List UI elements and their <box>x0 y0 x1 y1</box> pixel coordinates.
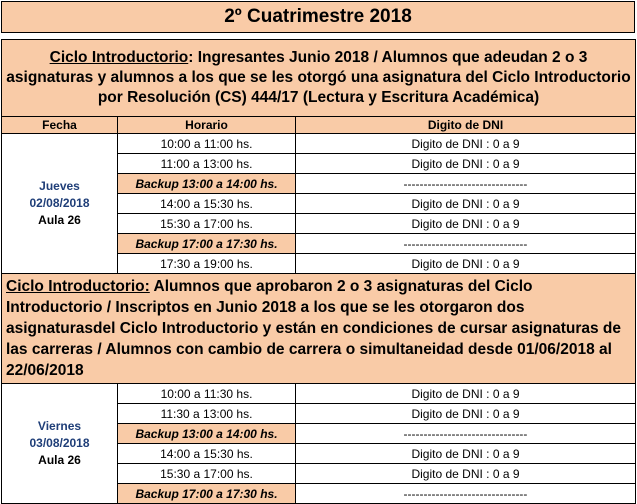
backup-horario-cell: Backup 13:00 a 14:00 hs. <box>118 174 296 194</box>
horario-cell: 10:00 a 11:30 hs. <box>118 384 296 404</box>
horario-cell: 15:30 a 17:00 hs. <box>118 464 296 484</box>
table-row <box>2 384 636 404</box>
dni-cell: Digito de DNI : 0 a 9 <box>296 444 636 464</box>
day-date: 02/08/2018 <box>29 196 90 210</box>
dni-cell: Digito de DNI : 0 a 9 <box>296 464 636 484</box>
section2-header <box>2 274 636 384</box>
day-aula: Aula 26 <box>38 453 81 467</box>
dni-cell: ------------------------------- <box>296 424 636 444</box>
day-name: Viernes <box>37 419 82 433</box>
day-name: Jueves <box>39 179 80 193</box>
horario-cell: 11:30 a 13:00 hs. <box>118 404 296 424</box>
section1-text: : Ingresantes Junio 2018 / Alumnos que adeudan 2 o 3 asignaturas y alumnos a los que se les otorgó una asignatura del Ciclo Introductorio por Resolución (CS) 444/17 (Lectura y Escritura Académica) <box>6 49 631 106</box>
dni-cell: Digito de DNI : 0 a 9 <box>296 384 636 404</box>
section1-heading: Ciclo Introductorio <box>49 49 189 66</box>
header-horario: Horario <box>118 117 296 134</box>
horario-cell: 15:30 a 17:00 hs. <box>118 214 296 234</box>
header-dni: Digito de DNI <box>296 117 636 134</box>
horario-cell: 10:00 a 11:00 hs. <box>118 134 296 154</box>
horario-cell: 14:00 a 15:30 hs. <box>118 444 296 464</box>
section1-header <box>2 40 636 117</box>
dni-cell: Digito de DNI : 0 a 9 <box>296 214 636 234</box>
backup-horario-cell: Backup 17:00 a 17:30 hs. <box>118 234 296 254</box>
dni-cell: ------------------------------- <box>296 484 636 504</box>
section2-heading: Ciclo Introductorio: <box>6 278 150 295</box>
dni-cell: Digito de DNI : 0 a 9 <box>296 254 636 274</box>
day-cell-1 <box>2 134 118 274</box>
dni-cell: Digito de DNI : 0 a 9 <box>296 404 636 424</box>
day-cell-2 <box>2 384 118 504</box>
day-date: 03/08/2018 <box>29 436 90 450</box>
dni-cell: ------------------------------- <box>296 174 636 194</box>
horario-cell: 11:00 a 13:00 hs. <box>118 154 296 174</box>
dni-cell: Digito de DNI : 0 a 9 <box>296 194 636 214</box>
column-headers <box>2 117 636 134</box>
page-title: 2º Cuatrimestre 2018 <box>1 1 635 33</box>
backup-horario-cell: Backup 17:00 a 17:30 hs. <box>118 484 296 504</box>
backup-horario-cell: Backup 13:00 a 14:00 hs. <box>118 424 296 444</box>
dni-cell: ------------------------------- <box>296 234 636 254</box>
schedule-table <box>1 39 636 504</box>
day-aula: Aula 26 <box>38 213 81 227</box>
horario-cell: 14:00 a 15:30 hs. <box>118 194 296 214</box>
table-row <box>2 134 636 154</box>
section2-text: Alumnos que aprobaron 2 o 3 asignaturas del Ciclo Introductorio / Inscriptos en Junio 2018 a los que se les otorgaron dos asignaturasdel Ciclo Introductorio y están en condiciones de cursar asignaturas de las carreras / Alumnos con cambio de carrera o simultaneidad desde 01/06/2018 al 22/06/2018 <box>6 278 621 379</box>
horario-cell: 17:30 a 19:00 hs. <box>118 254 296 274</box>
header-fecha: Fecha <box>2 117 118 134</box>
dni-cell: Digito de DNI : 0 a 9 <box>296 134 636 154</box>
dni-cell: Digito de DNI : 0 a 9 <box>296 154 636 174</box>
